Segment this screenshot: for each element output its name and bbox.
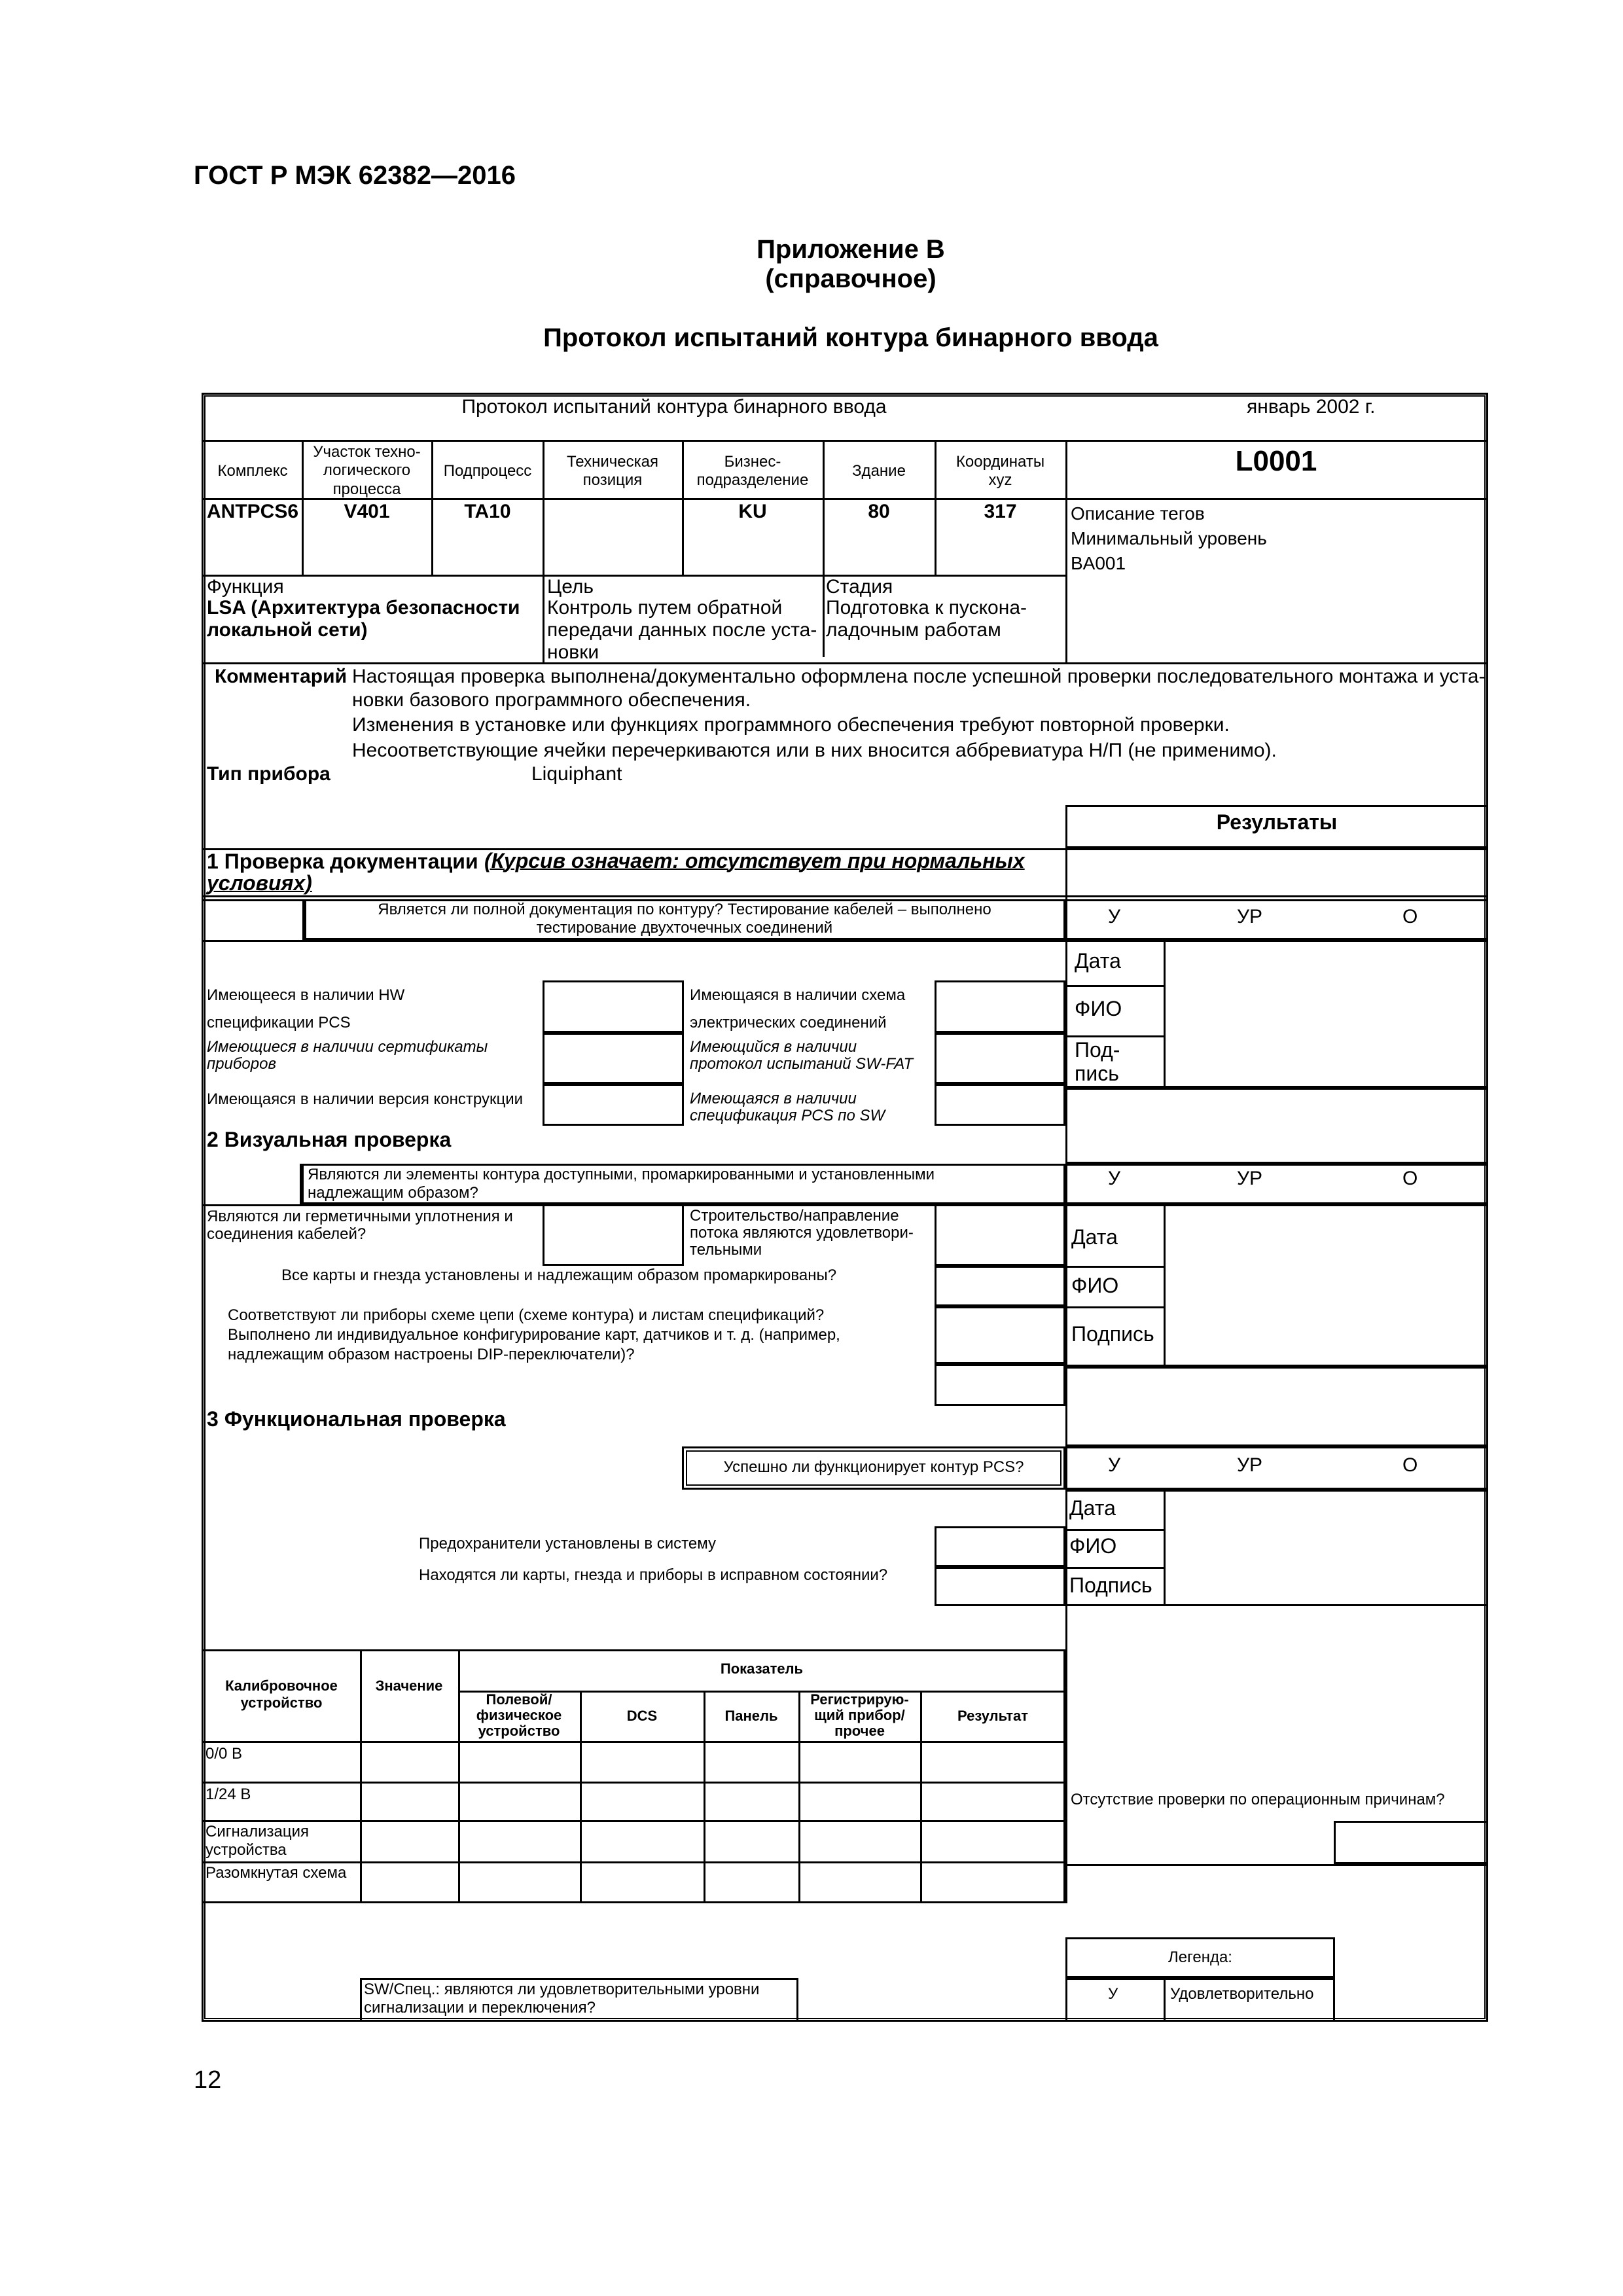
s3-question: Успешно ли функционирует контур PCS? [723, 1458, 1024, 1476]
cal-sub-dcs: DCS [626, 1708, 658, 1724]
s3-answer-u[interactable]: У [1108, 1454, 1121, 1476]
comment-label: Комментарий [215, 666, 348, 687]
val-building: 80 [868, 501, 890, 522]
comment-line-1: Настоящая проверка выполнена/документально оформлена после успешной проверки последовательного монтажа и уста- [352, 666, 1486, 687]
comment-line-3: Изменения в установке или функциях программного обеспечения требуют повторной проверки. [352, 714, 1230, 736]
s1-item-design-version: Имеющаяся в наличии версия конструкции [207, 1090, 524, 1108]
s1-item-hw-spec: Имеющееся в наличии HW спецификации PCS [207, 986, 405, 1031]
form-title: Протокол испытаний контура бинарного ввода [461, 396, 887, 418]
s3-sign-field[interactable] [1165, 1491, 1486, 1605]
s3-item-fuses: Предохранители установлены в систему [419, 1535, 716, 1552]
sw-spec-question: SW/Спец.: являются ли удовлетворительными уровни сигнализации и переключения? [364, 1981, 760, 2017]
s1-answer-o[interactable]: О [1402, 906, 1418, 927]
form-date: январь 2002 г. [1247, 396, 1376, 418]
s3-box-fuses[interactable] [935, 1526, 1065, 1567]
s3-answer-o[interactable]: О [1402, 1454, 1418, 1476]
cal-sub-panel: Панель [724, 1708, 778, 1724]
s2-box-conformity[interactable] [935, 1306, 1065, 1364]
s1-question: Является ли полной документация по контуру? Тестирование кабелей – выполнено тестирование двухточечных соединений [378, 901, 991, 937]
appendix-type: (справочное) [765, 264, 936, 293]
function-value: LSA (Архитектура безопасности локальной сети) [207, 597, 520, 641]
s2-sign-field[interactable] [1165, 1206, 1486, 1365]
cal-col-device: Калибровочное устройство [225, 1677, 338, 1711]
section1-note: (Курсив означает: отсутствует при нормальных условиях) [207, 849, 1025, 895]
col-complex: Комплекс [217, 462, 288, 480]
device-type-label: Тип прибора [207, 763, 330, 785]
s2-box-seals[interactable] [543, 1204, 684, 1266]
s3-name-label: ФИО [1069, 1534, 1117, 1558]
standard-header: ГОСТ Р МЭК 62382—2016 [194, 161, 516, 190]
s2-box-cards[interactable] [935, 1266, 1065, 1306]
cal-sub-field: Полевой/ физическое устройство [476, 1691, 562, 1739]
function-label: Функция [207, 576, 284, 598]
s1-name-label: ФИО [1075, 997, 1122, 1020]
val-process-area: V401 [344, 501, 390, 522]
comment-line-4: Несоответствующие ячейки перечеркиваются или в них вносится аббревиатура Н/П (не применимо). [352, 740, 1277, 761]
section3-title: 3 Функциональная проверка [207, 1407, 506, 1431]
val-complex: ANTPCS6 [207, 501, 299, 522]
comment-line-2: новки базового программного обеспечения. [352, 689, 751, 711]
goal-value: Контроль путем обратной передачи данных после уста- новки [547, 597, 817, 663]
s1-box-certificates[interactable] [543, 1033, 684, 1084]
s3-answer-row [1065, 1446, 1488, 1490]
s1-answer-ur[interactable]: УР [1237, 906, 1263, 927]
appendix-label: Приложение В [757, 235, 945, 264]
s3-box-condition[interactable] [935, 1567, 1065, 1606]
s1-item-sw-fat: Имеющийся в наличии протокол испытаний SW-FAT [690, 1038, 914, 1073]
tag-description: Описание тегов Минимальный уровень BA001 [1071, 503, 1267, 573]
col-business-unit: Бизнес- подразделение [696, 453, 809, 490]
cal-sub-result: Результат [957, 1708, 1029, 1724]
no-check-question: Отсутствие проверки по операционным причинам? [1071, 1791, 1445, 1808]
s2-item-seals: Являются ли герметичными уплотнения и соединения кабелей? [207, 1208, 513, 1243]
col-coordinates: Координаты xyz [955, 453, 1045, 490]
s1-answer-row [1065, 899, 1488, 940]
cal-row-alarm: Сигнализация устройства [205, 1823, 310, 1859]
s2-answer-row [1065, 1164, 1488, 1204]
s2-box-extra[interactable] [935, 1364, 1065, 1406]
s2-answer-ur[interactable]: УР [1237, 1168, 1263, 1189]
cal-row-0v: 0/0 В [205, 1745, 243, 1763]
stage-value: Подготовка к пускона- ладочным работам [826, 597, 1027, 641]
page-number: 12 [194, 2066, 222, 2094]
cal-row-open-circuit: Разомкнутая схема [205, 1864, 347, 1882]
results-header: Результаты [1216, 810, 1338, 834]
section1-title: 1 Проверка документации [207, 850, 478, 873]
col-tech-position: Техническая позиция [566, 453, 658, 490]
s3-answer-ur[interactable]: УР [1237, 1454, 1263, 1476]
s3-sign-label: Подпись [1069, 1573, 1152, 1597]
s2-box-flow[interactable] [935, 1204, 1065, 1266]
s2-answer-u[interactable]: У [1108, 1168, 1121, 1189]
s2-item-cards: Все карты и гнезда установлены и надлежащим образом промаркированы? [281, 1266, 837, 1284]
s1-date-label: Дата [1075, 949, 1121, 973]
val-coordinates: 317 [984, 501, 1017, 522]
s1-sign-field[interactable] [1165, 941, 1486, 1086]
s1-item-certificates: Имеющиеся в наличии сертификаты приборов [207, 1038, 488, 1073]
s1-box-design[interactable] [543, 1084, 684, 1126]
col-building: Здание [852, 462, 906, 480]
s2-name-label: ФИО [1071, 1274, 1119, 1297]
page-title: Протокол испытаний контура бинарного ввода [543, 323, 1158, 352]
cal-col-value: Значение [375, 1677, 443, 1694]
cal-col-indicator: Показатель [720, 1660, 804, 1677]
col-process-area: Участок техно- логического процесса [313, 443, 421, 498]
cal-row-24v: 1/24 В [205, 1785, 251, 1803]
s2-question: Являются ли элементы контура доступными, промаркированными и установленными надлежащим образом? [308, 1166, 935, 1202]
legend-u: У [1108, 1985, 1118, 2003]
goal-label: Цель [547, 576, 594, 598]
s1-box-wiring[interactable] [935, 980, 1065, 1033]
device-type-value: Liquiphant [531, 763, 622, 785]
cal-sub-recorder: Регистрирую- щий прибор/ прочее [810, 1691, 909, 1739]
val-business-unit: KU [738, 501, 767, 522]
s2-item-flow: Строительство/направление потока являются удовлетвори- тельными [690, 1207, 914, 1259]
s2-extra-box [1065, 1367, 1488, 1446]
legend-satisfactory: Удовлетворительно [1170, 1985, 1314, 2003]
s2-date-label: Дата [1071, 1225, 1118, 1249]
s1-box-sw-spec[interactable] [935, 1084, 1065, 1126]
legend-title: Легенда: [1168, 1948, 1232, 1966]
s1-sign-label: Под- пись [1075, 1038, 1120, 1085]
s1-item-sw-spec: Имеющаяся в наличии спецификация PCS по SW [690, 1090, 885, 1124]
s3-date-label: Дата [1069, 1496, 1116, 1520]
s1-extra-box [1065, 1088, 1488, 1164]
s1-item-wiring-diagram: Имеющаяся в наличии схема электрических соединений [690, 986, 906, 1031]
loop-id: L0001 [1235, 445, 1317, 477]
s1-box-hw[interactable] [543, 980, 684, 1033]
s3-item-condition: Находятся ли карты, гнезда и приборы в исправном состоянии? [419, 1566, 888, 1584]
s2-item-conformity: Соответствуют ли приборы схеме цепи (схеме контура) и листам спецификаций? Выполнено ли индивидуальное конфигурирование карт, датчиков и т. д. (например, надлежащим образом настроены DIP-переключатели)? [228, 1306, 840, 1363]
s2-sign-label: Подпись [1071, 1322, 1154, 1346]
s1-box-sw-fat[interactable] [935, 1033, 1065, 1084]
section2-title: 2 Визуальная проверка [207, 1128, 452, 1151]
s1-answer-u[interactable]: У [1108, 906, 1121, 927]
val-subprocess: TA10 [464, 501, 511, 522]
stage-label: Стадия [826, 576, 893, 598]
col-subprocess: Подпроцесс [443, 462, 532, 480]
no-check-box[interactable] [1334, 1821, 1488, 1864]
s2-answer-o[interactable]: О [1402, 1168, 1418, 1189]
